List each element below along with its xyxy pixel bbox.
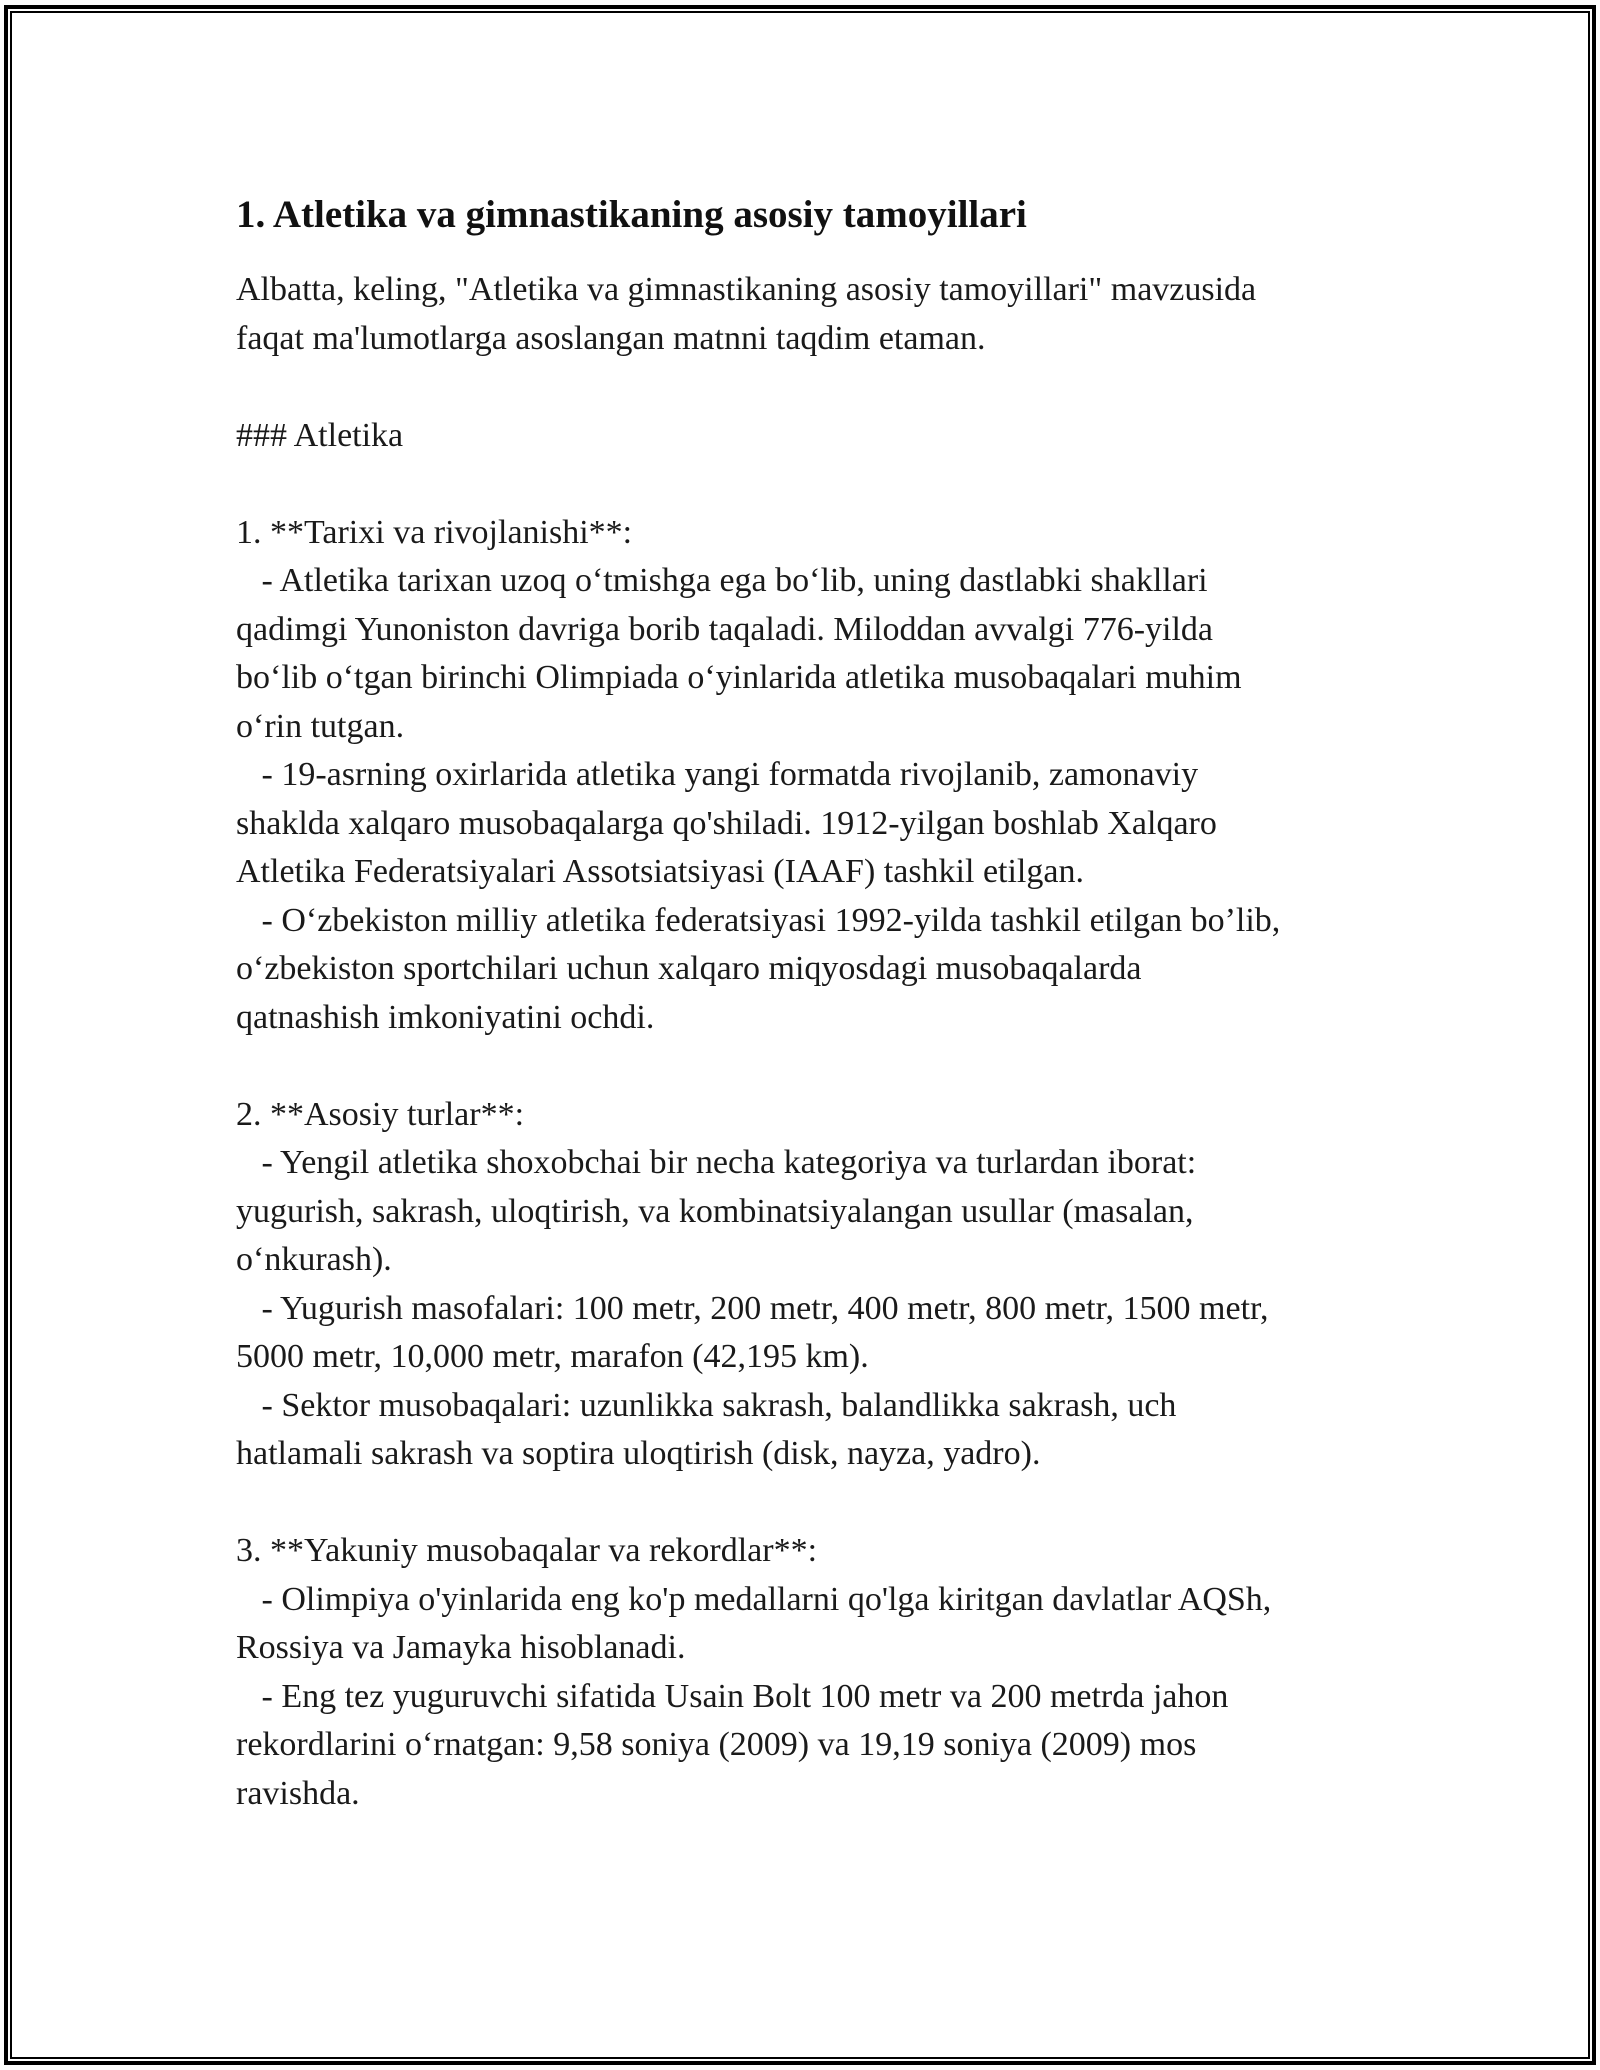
document-content <box>236 186 1376 1818</box>
document-body-text: Albatta, keling, "Atletika va gimnastikaning asosiy tamoyillari" mavzusida faqat ma'lumotlarga asoslangan matnni taqdim etaman. ### Atletika 1. **Tarixi va rivojlanishi**: - Atletika tarixan uzoq o‘tmishga ega bo‘lib, uning dastlabki shakllari qadimgi Yunoniston davriga borib taqaladi. Miloddan avvalgi 776-yilda bo‘lib o‘tgan birinchi Olimpiada o‘yinlarida atletika musobaqalari muhim o‘rin tutgan. - 19-asrning oxirlarida atletika yangi formatda rivojlanib, zamonaviy shaklda xalqaro musobaqalarga qo'shiladi. 1912-yilgan boshlab Xalqaro Atletika Federatsiyalari Assotsiatsiyasi (IAAF) tashkil etilgan. - O‘zbekiston milliy atletika federatsiyasi 1992-yilda tashkil etilgan bo’lib, o‘zbekiston sportchilari uchun xalqaro miqyosdagi musobaqalarda qatnashish imkoniyatini ochdi. 2. **Asosiy turlar**: - Yengil atletika shoxobchai bir necha kategoriya va turlardan iborat: yugurish, sakrash, uloqtirish, va kombinatsiyalangan usullar (masalan, o‘nkurash). - Yugurish masofalari: 100 metr, 200 metr, 400 metr, 800 metr, 1500 metr, 5000 metr, 10,000 metr, marafon (42,195 km). - Sektor musobaqalari: uzunlikka sakrash, balandlikka sakrash, uch hatlamali sakrash va soptira uloqtirish (disk, nayza, yadro). 3. **Yakuniy musobaqalar va rekordlar**: - Olimpiya o'yinlarida eng ko'p medallarni qo'lga kiritgan davlatlar AQSh, Rossiya va Jamayka hisoblanadi. - Eng tez yuguruvchi sifatida Usain Bolt 100 metr va 200 metrda jahon rekordlarini o‘rnatgan: 9,58 soniya (2009) va 19,19 soniya (2009) mos ravishda. <box>236 271 1281 1812</box>
document-title: 1. Atletika va gimnastikaning asosiy tamoyillari <box>236 193 1027 236</box>
